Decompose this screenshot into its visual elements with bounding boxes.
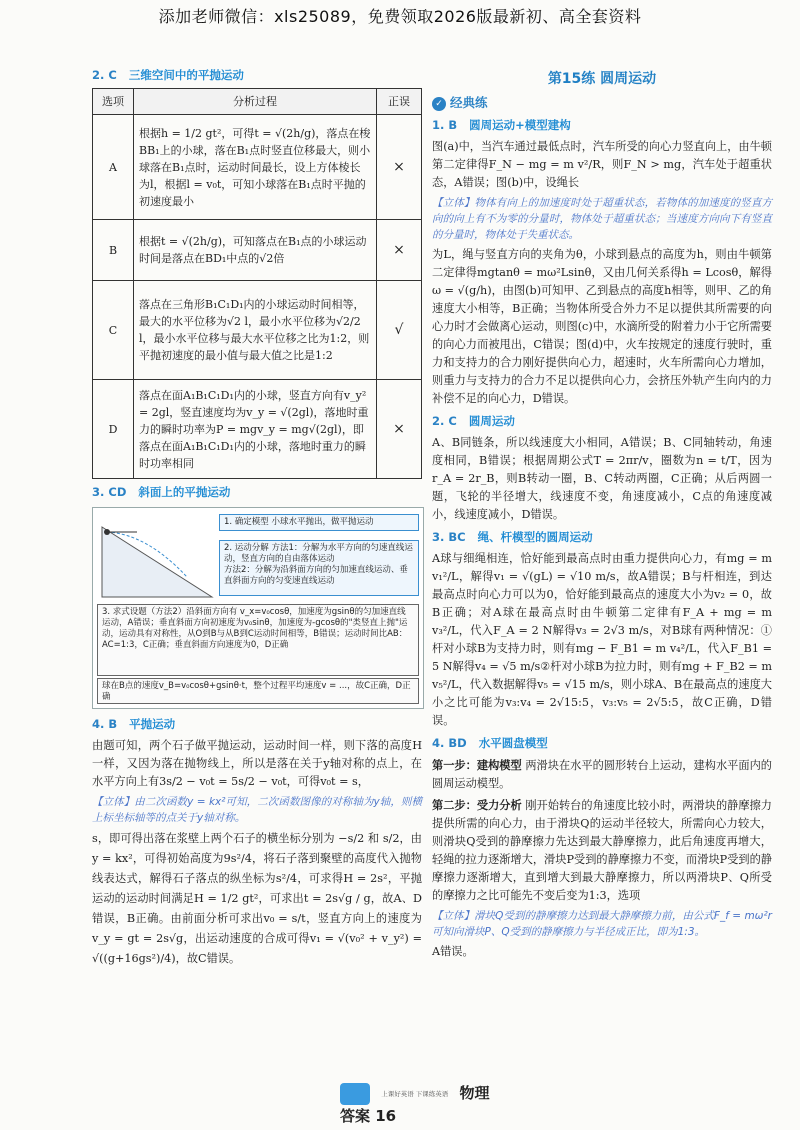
r-q4-answer: 4. BD <box>432 736 467 750</box>
diagram-formula: 球在B点的速度v_B=v₀cosθ+gsinθ·t，整个过程平均速度v = ...，故C正确，D正确 <box>97 678 419 704</box>
q4-handwritten-note: 【立体】由二次函数y = kx²可知，二次函数图像的对称轴为y轴，则横上标坐标轴等的点关于y轴对称。 <box>92 796 422 824</box>
r-q1-handwritten-note: 【立体】物体有向上的加速度时处于超重状态，若物体的加速度的竖直方向的向上有不为零的分量时，物体处于超重状态；当速度方向向下有竖直的分量时，物体处于失重状态。 <box>432 197 772 241</box>
r-q1-paragraph-2: 为L，绳与竖直方向的夹角为θ，小球到悬点的高度为h，则由牛顿第二定律得mgtanθ = mω²Lsinθ，又由几何关系得h = Lcosθ，解得ω = √(g/h)，由图(b)可知甲、乙到悬点的高度h相等，则甲、乙的角速度大小相等，B正确；当物体所受合外力不足以提供其所需要的向心力时才会做离心运动，则图(c)中，水滴所受的附着力小于它所需要的向心力而被甩出，C错误；图(d)中，火车按规定的速度行驶时，重力和支持力的合力刚好提供向心力，超速时，火车所需向心力增加，则重力与支持力的合力不足以提供向心力，会挤压外轨产生向内的力补偿不足的向心力，D错误。 <box>432 248 773 405</box>
q2-heading <box>92 66 422 84</box>
diagram-step1: 1. 确定模型 小球水平抛出，做平抛运动 <box>219 514 419 531</box>
r-q4-step1-text: 两滑块在水平的圆形转台上运动，建构水平面内的圆周运动模型。 <box>432 759 772 790</box>
row-verdict: × <box>377 220 422 281</box>
q4-paragraph-1: 由题可知，两个石子做平抛运动，运动时间一样，则下落的高度H一样，又因为落在抛物线上，所以是落在关于y轴对称的点上，在水平方向上有3s/2 − v₀t = 5s/2 − v₀t，可得v₀t = s， <box>92 739 422 788</box>
footer-slogan: 上课好英语 下课练英语 <box>381 1089 449 1098</box>
row-option: C <box>93 281 134 380</box>
r-q2-paragraph: A、B同链条，所以线速度大小相同，A错误；B、C同轴转动，角速度相同，B错误；根据周期公式T = 2πr/v，圈数为n = t/T，因为r_A = 2r_B，则B转动一圈，B、C转动两圈，C正确；从后两圆一题，飞轮的半径增大，线速度不变，角速度减小，C点的角速度减小，线速度减小，D错误。 <box>432 436 772 521</box>
right-column <box>432 62 772 964</box>
r-q4-heading <box>432 734 772 752</box>
row-analysis: 根据h = 1/2 gt²，可得t = √(2h/g)，落点在梭BB₁上的小球，落在B₁点时竖直位移最大，则小球落在B₁点时，运动时间最长，设上方体棱长为l，根据l = v₀t，可知小球落在B₁点时平抛的初速度最小 <box>134 115 377 220</box>
r-q4-step2-text: 刚开始转台的角速度比较小时，两滑块的静摩擦力提供所需的向心力，由于滑块Q的运动半径较大，所需向心力较大，则滑块Q受到的静摩擦力先达到最大静摩擦力，此后角速度再增大，轻绳的拉力逐渐增大，滑块P受到的静摩擦力不变，而滑块P受到的静摩擦力逐渐增大，直到增大到最大静摩擦力，所以两滑块P、Q所受的摩擦力之比可能先不变后变为1:3，选项 <box>432 799 772 902</box>
table-header-option: 选项 <box>93 89 134 115</box>
q4-heading <box>92 715 422 733</box>
q3-heading <box>92 483 422 501</box>
r-q1-topic: 圆周运动+模型建构 <box>469 118 571 132</box>
q3-answer: 3. CD <box>92 485 127 499</box>
r-q4-step1 <box>432 756 772 793</box>
r-q3-topic: 绳、杆模型的圆周运动 <box>477 530 593 544</box>
r-q4-end: A错误。 <box>432 945 474 958</box>
row-analysis: 落点在三角形B₁C₁D₁内的小球运动时间相等，最大的水平位移为√2 l，最小水平位移为√2/2 l，最小水平位移与最大水平位移之比为1:2，则平抛初速度的最小值与最大值之比是1:2 <box>134 281 377 380</box>
r-q2-heading <box>432 412 772 430</box>
q2-answer: 2. C <box>92 68 117 82</box>
table-header-analysis: 分析过程 <box>134 89 377 115</box>
row-analysis: 落点在面A₁B₁C₁D₁内的小球，竖直方向有v_y² = 2gl，竖直速度均为v_y = √(2gl)，落地时重力的瞬时功率为P = mgv_y = mg√(2gl)，即落点在面A₁B₁C₁D₁内的小球，落地时重力的瞬时功率相同 <box>134 380 377 479</box>
publisher-logo-icon <box>340 1083 370 1105</box>
row-analysis: 根据t = √(2h/g)，可知落点在B₁点的小球运动时间是落点在BD₁中点的√2倍 <box>134 220 377 281</box>
section-title: 第15练 圆周运动 <box>547 71 657 87</box>
q2-topic: 三维空间中的平抛运动 <box>128 68 244 82</box>
classic-practice-icon: ✓ <box>432 97 446 111</box>
r-q2-answer: 2. C <box>432 414 457 428</box>
analysis-table <box>92 88 422 479</box>
r-q4-step1-label: 第一步：建构模型 <box>432 758 522 772</box>
incline-figure <box>97 512 217 602</box>
r-q3-paragraph: A球与细绳相连，恰好能到最高点时由重力提供向心力，有mg = m v₁²/L，解得v₁ = √(gL) = √10 m/s，故A错误；B与杆相连，到达最高点时向心力可以为0，恰好能到最高点的速度大小为v₂ = 0，故B正确；对A球在最高点时由牛顿第二定律有F_A + mg = m v₃²/L，代入F_A = 2 N解得v₃ = 2√3 m/s，对B球有两种情况：①杆对小球B为支持力时，则有mg − F_B1 = m v₄²/L，代入F_B1 = 5 N解得v₄ = √5 m/s②杆对小球B为拉力时，则有mg + F_B2 = m v₅²/L，代入数据解得v₅ = √15 m/s，则小球A、B在最高点的速度大小之比可能为v₃:v₄ = 2√15:5，v₃:v₅ = 2√5:5，故C正确，D错误。 <box>432 552 772 727</box>
table-row <box>93 281 422 380</box>
row-verdict: √ <box>377 281 422 380</box>
table-row <box>93 380 422 479</box>
r-q4-topic: 水平圆盘模型 <box>478 736 548 750</box>
incline-diagram <box>92 507 424 709</box>
r-q3-answer: 3. BC <box>432 530 466 544</box>
footer-label: 物理答案 <box>340 1084 490 1125</box>
r-q4-step2-label: 第二步：受力分析 <box>432 798 522 812</box>
table-row <box>93 115 422 220</box>
table-header-verdict: 正误 <box>377 89 422 115</box>
classic-practice-label <box>432 94 772 112</box>
row-option: A <box>93 115 134 220</box>
classic-practice-text: 经典练 <box>450 95 488 110</box>
q4-paragraph-2: s，即可得出落在浆壁上两个石子的横坐标分别为 −s/2 和 s/2，由y = kx²，可得初始高度为9s²/4，将石子落到聚壁的高度代入抛物线表达式，解得石子落点的纵坐标为s²/4，可求得H = 2s²，平抛运动的运动时间满足H = 1/2 gt²，可求出t = 2s√g / g，故A、D错误，B正确。由前面分析可求出v₀ = s/t，竖直方向上的速度为v_y = gt = 2s√g，出运动速度的合成可得v₁ = √(v₀² + v_y²) = √((g+16gs²)/4)，故C错误。 <box>92 832 422 965</box>
promo-banner: 添加老师微信：xls25089，免费领取2026版最新初、高全套资料 <box>158 7 642 26</box>
table-row <box>93 220 422 281</box>
page-footer <box>340 1082 500 1125</box>
q3-topic: 斜面上的平抛运动 <box>138 485 231 499</box>
r-q1-heading <box>432 116 772 134</box>
diagram-step3: 3. 求式设题（方法2）沿斜面方向有 v_x=v₀cosθ，加速度为gsinθ的匀加速直线运动，A错误；垂直斜面方向初速度为v₀sinθ，加速度为-gcosθ的"类竖直上抛"运动，运动具有对称性，从O到B与从B到C运动时间相等，B错误；运动时间比AB：AC=1:3，C正确；垂直斜面方向速度为0，D正确 <box>97 604 419 676</box>
r-q3-heading <box>432 528 772 546</box>
page-number: 16 <box>375 1106 397 1125</box>
row-option: B <box>93 220 134 281</box>
r-q4-step2 <box>432 796 772 905</box>
diagram-step2: 2. 运动分解 方法1：分解为水平方向的匀速直线运动，竖直方向的自由落体运动 方法2：分解为沿斜面方向的匀加速直线运动、垂直斜面方向的匀变速直线运动 <box>219 540 419 596</box>
row-verdict: × <box>377 380 422 479</box>
row-verdict: × <box>377 115 422 220</box>
left-column <box>92 62 422 972</box>
r-q1-answer: 1. B <box>432 118 458 132</box>
q4-topic: 平抛运动 <box>129 717 176 731</box>
r-q4-handwritten-note: 【立体】滑块Q受到的静摩擦力达到最大静摩擦力前，由公式F_f = mω²r可知向滑块P、Q受到的静摩擦力与半径成正比，即为1:3。 <box>432 910 772 938</box>
row-option: D <box>93 380 134 479</box>
q4-answer: 4. B <box>92 717 118 731</box>
r-q1-paragraph-1: 图(a)中，当汽车通过最低点时，汽车所受的向心力竖直向上，由牛顿第二定律得F_N − mg = m v²/R，则F_N > mg，汽车处于超重状态，A错误；图(b)中，设绳长 <box>432 140 772 189</box>
r-q2-topic: 圆周运动 <box>468 414 515 428</box>
